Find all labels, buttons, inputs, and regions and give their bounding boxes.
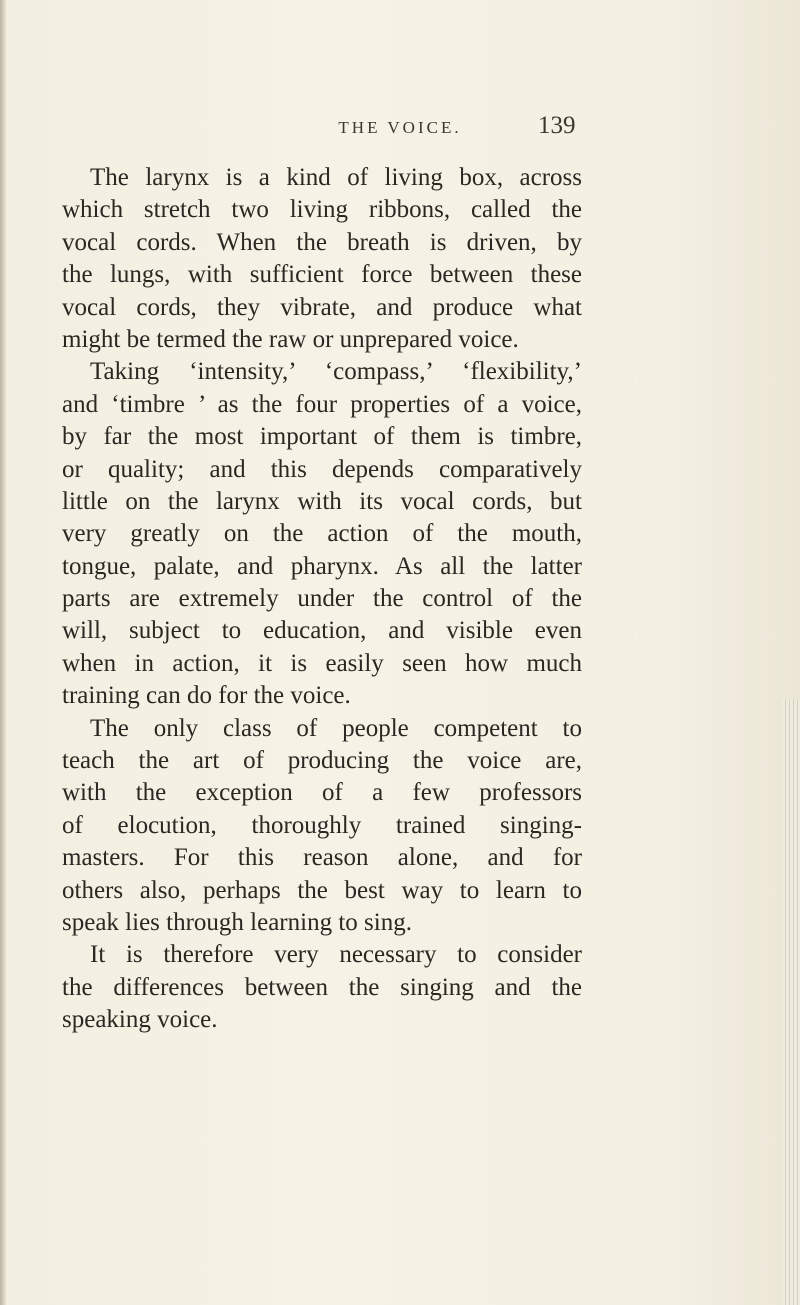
text-line: The larynx is a kind of living box, across — [90, 164, 582, 191]
text-line: Taking ‘intensity,’ ‘compass,’ ‘flexibility,’ — [90, 358, 582, 386]
paragraph — [62, 162, 582, 356]
text-line: the differences between the singing and the — [62, 973, 582, 1001]
text-line: vocal cords, they vibrate, and produce what — [62, 293, 582, 321]
page-edge-shadow — [782, 700, 800, 1305]
text-line: or quality; and this depends comparatively — [62, 455, 582, 483]
paragraph — [62, 939, 582, 1036]
text-line: might be termed the raw or unprepared voice. — [62, 325, 519, 353]
text-line: others also, perhaps the best way to learn to — [62, 876, 582, 904]
page-number: 139 — [538, 112, 576, 139]
text-line: speak lies through learning to sing. — [62, 908, 412, 936]
text-line: parts are extremely under the control of the — [62, 585, 582, 613]
text-line: vocal cords. When the breath is driven, by — [62, 228, 582, 256]
text-line: very greatly on the action of the mouth, — [62, 520, 582, 548]
page-header — [0, 112, 800, 142]
text-line: with the exception of a few professors — [62, 779, 582, 807]
text-line: and ‘timbre ’ as the four properties of a voice, — [62, 390, 582, 418]
page-gutter-edge — [0, 0, 6, 1305]
text-line: when in action, it is easily seen how much — [62, 649, 582, 677]
text-line: masters. For this reason alone, and for — [62, 844, 582, 872]
text-line: teach the art of producing the voice are, — [62, 747, 582, 775]
text-line: It is therefore very necessary to consider — [90, 941, 582, 969]
text-line: of elocution, thoroughly trained singing- — [62, 811, 582, 839]
text-line: training can do for the voice. — [62, 682, 351, 710]
text-line: tongue, palate, and pharynx. As all the latter — [62, 552, 582, 580]
text-line: little on the larynx with its vocal cords, but — [62, 487, 582, 515]
text-line: by far the most important of them is timbre, — [62, 423, 582, 451]
text-line: will, subject to education, and visible even — [62, 617, 582, 645]
paragraph — [62, 713, 582, 940]
running-head: THE VOICE. — [338, 118, 462, 137]
text-line: The only class of people competent to — [90, 714, 582, 742]
text-line: which stretch two living ribbons, called the — [62, 196, 582, 224]
paragraph — [62, 356, 582, 712]
text-line: speaking voice. — [62, 1006, 218, 1034]
body-text — [62, 162, 582, 1037]
text-line: the lungs, with sufficient force between these — [62, 261, 582, 289]
